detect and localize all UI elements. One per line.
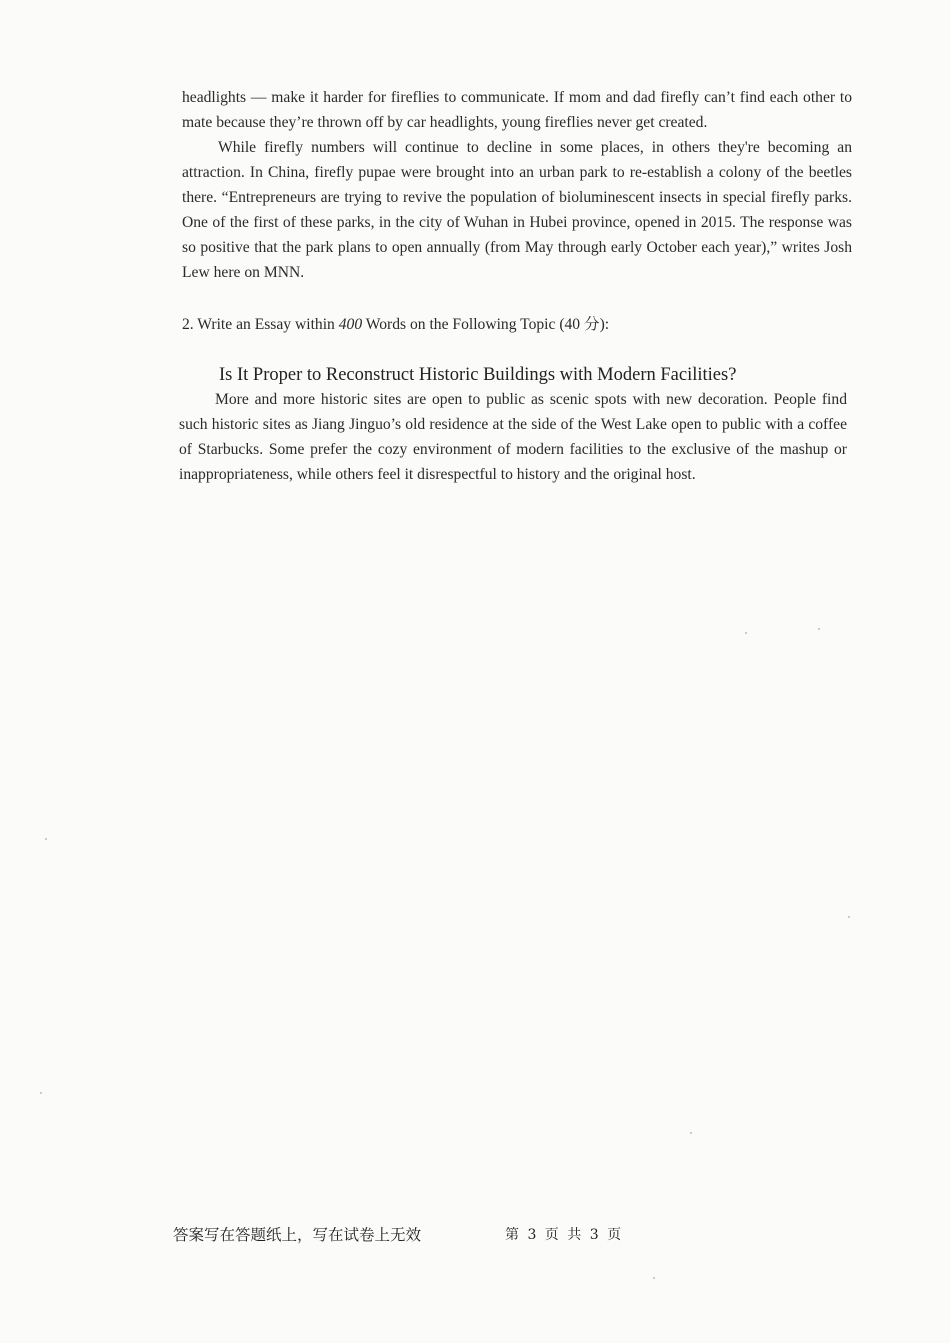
question-suffix: Words on the Following Topic (40 分): [362,316,610,333]
essay-prompt [179,387,847,487]
word-limit: 400 [338,316,363,333]
question-heading [182,312,852,337]
passage-paragraph: headlights — make it harder for fireflies to communicate. If mom and dad firefly can’t find each other to mate because they’re thrown off by car headlights, young fireflies never get created. [182,89,852,131]
scan-speck [818,628,820,630]
question-instruction [182,312,852,337]
scan-speck [745,632,747,634]
answer-sheet-notice: 答案写在答题纸上，写在试卷上无效 [173,1226,422,1244]
page-indicator: 第 3 页 共 3 页 [505,1227,624,1243]
scan-speck [848,916,850,918]
passage-paragraph: While firefly numbers will continue to decline in some places, in others they're becoming an attraction. In China, firefly pupae were brought into an urban park to re-establish a colony of the beetles there. “Entrepreneurs are trying to revive the population of bioluminescent insects in special firefly parks. One of the first of these parks, in the city of Wuhan in Hubei province, opened in 2015. The response was so positive that the park plans to open annually (from May through early October each year),” writes Josh Lew here on MNN. [182,139,852,281]
essay-prompt-text: More and more historic sites are open to public as scenic spots with new decoration. People find such historic sites as Jiang Jinguo’s old residence at the side of the West Lake open to public with a coffee of Starbucks. Some prefer the cozy environment of modern facilities to the exclusive of the mashup or inappropriateness, while others feel it disrespectful to history and the original host. [179,391,847,483]
essay-title: Is It Proper to Reconstruct Historic Buildings with Modern Facilities? [219,365,737,385]
scan-speck [40,1092,42,1094]
scan-speck [690,1132,692,1134]
reading-passage [182,85,852,285]
scan-speck [653,1277,655,1279]
scan-speck [45,838,47,840]
question-prefix: 2. Write an Essay within [182,316,339,333]
